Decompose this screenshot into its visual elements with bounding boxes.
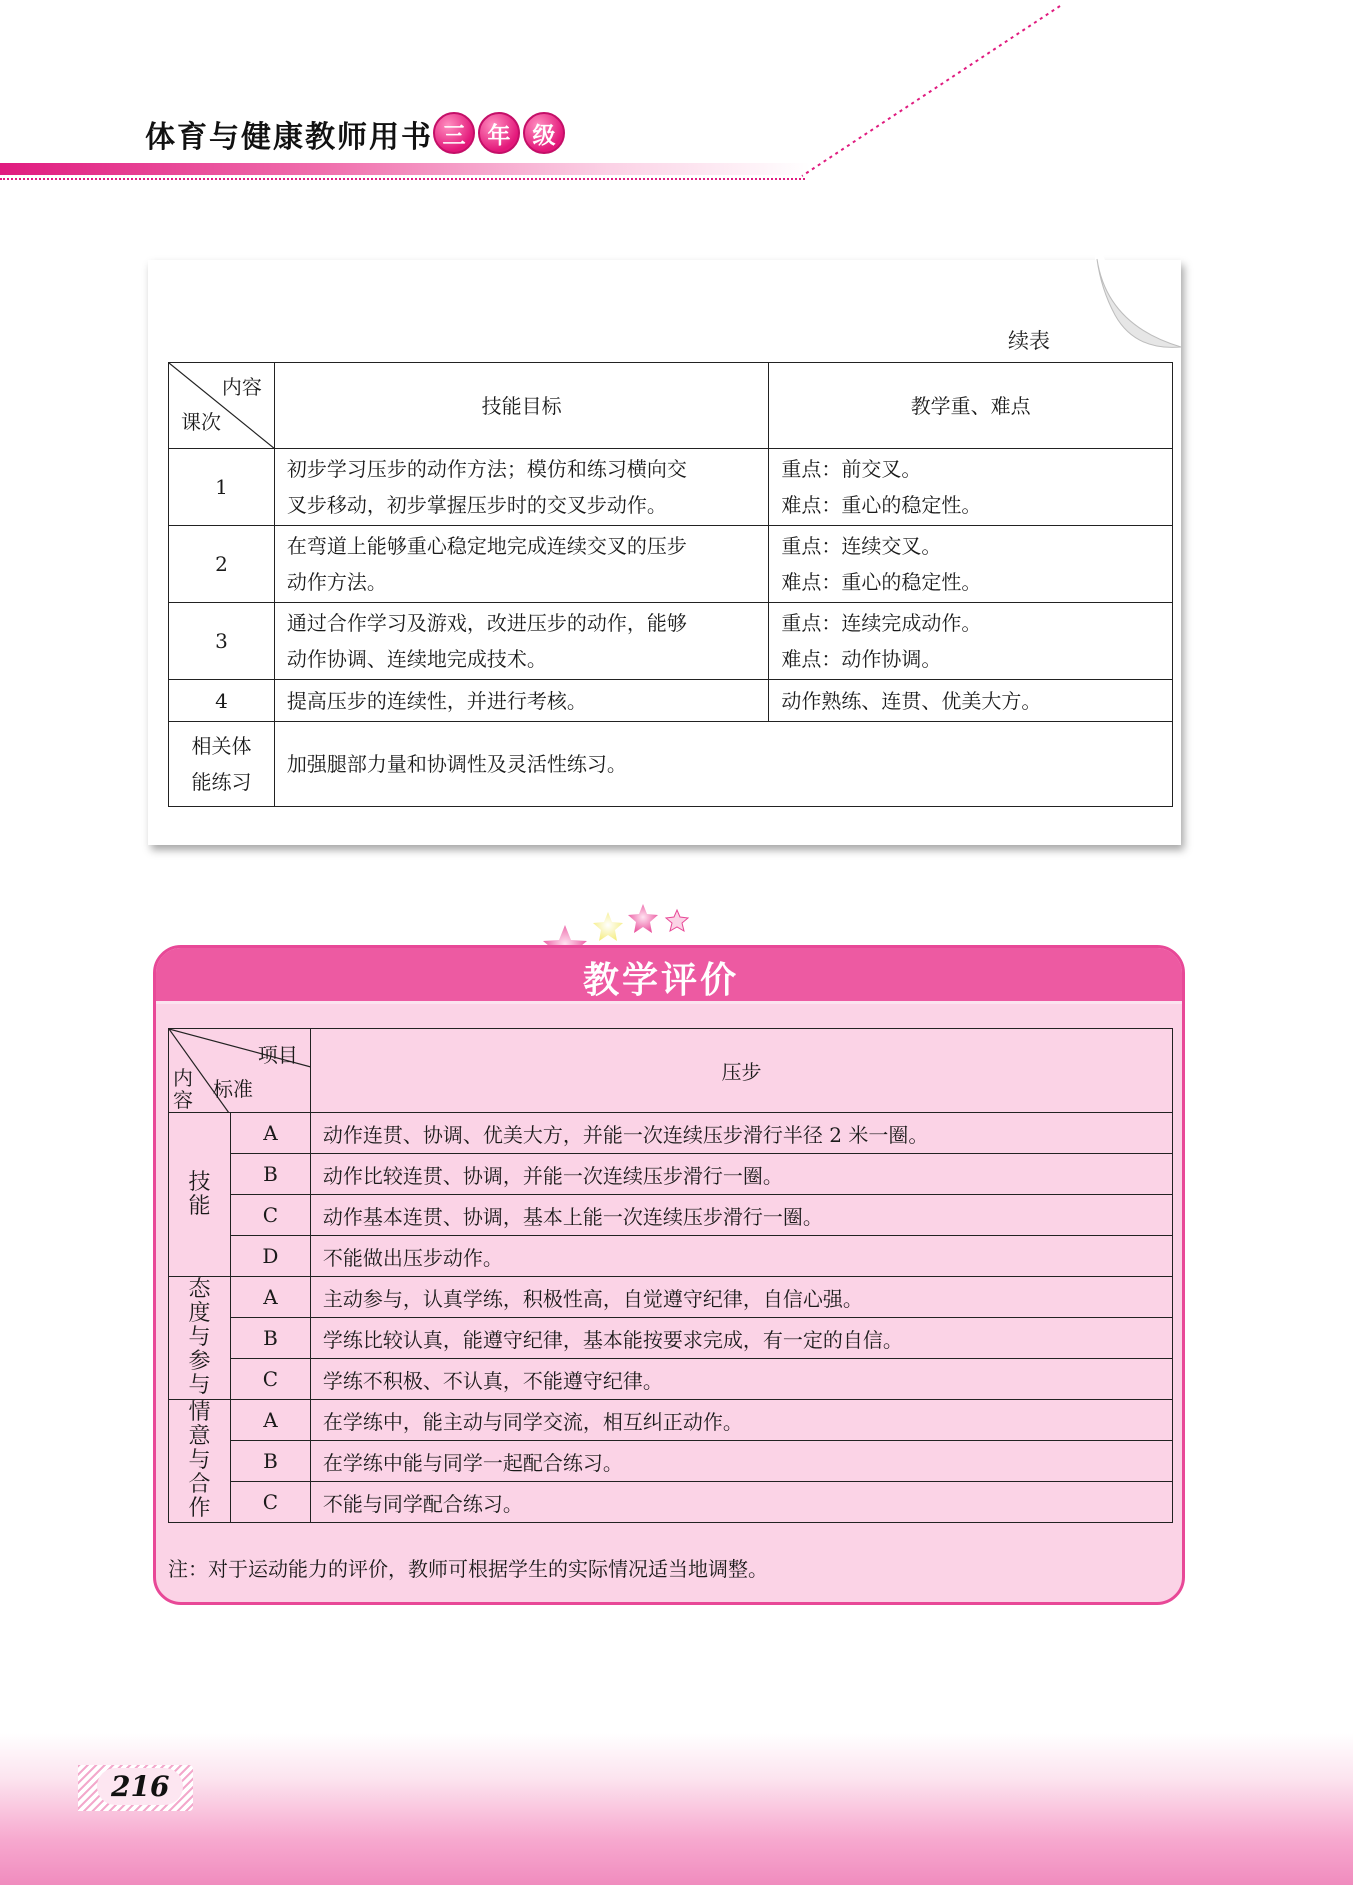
skill-goal-cell xyxy=(274,603,768,680)
focus-line: 难点：重心的稳定性。 xyxy=(781,493,982,517)
focus-cell xyxy=(769,603,1173,680)
criteria-cell: 学练比较认真，能遵守纪律，基本能按要求完成，有一定的自信。 xyxy=(310,1318,1172,1359)
group-label-skill xyxy=(169,1113,231,1277)
table-header-row xyxy=(169,363,1173,449)
column-header-focus: 教学重、难点 xyxy=(769,363,1173,449)
grade-badges xyxy=(433,112,565,154)
table-row xyxy=(169,722,1173,807)
table-row xyxy=(169,1482,1173,1523)
grade-cell: A xyxy=(230,1400,310,1441)
header-dotted-line xyxy=(0,178,805,180)
table-row xyxy=(169,1195,1173,1236)
criteria-cell: 在学练中能与同学一起配合练习。 xyxy=(310,1441,1172,1482)
criteria-cell: 主动参与，认真学练，积极性高，自觉遵守纪律，自信心强。 xyxy=(310,1277,1172,1318)
focus-cell xyxy=(769,526,1173,603)
group-label-text: 情意与合作 xyxy=(188,1400,211,1521)
column-header-main: 压步 xyxy=(310,1029,1172,1113)
group-label-text: 态度与参与 xyxy=(188,1277,211,1398)
star-yellow-icon xyxy=(593,912,623,941)
table-row xyxy=(169,1277,1173,1318)
related-label-line: 相关体 xyxy=(191,734,252,758)
corner-top-label: 内容 xyxy=(221,375,262,399)
page-curl-icon xyxy=(1095,255,1185,355)
grade-cell: A xyxy=(230,1277,310,1318)
focus-line: 重点：连续完成动作。 xyxy=(781,611,982,635)
grade-cell: C xyxy=(230,1195,310,1236)
lesson-number: 2 xyxy=(169,526,275,603)
header-diagonal-dots xyxy=(790,0,1070,182)
skill-goal-line: 叉步移动，初步掌握压步时的交叉步动作。 xyxy=(286,493,667,517)
criteria-cell: 不能做出压步动作。 xyxy=(310,1236,1172,1277)
skill-goal-line: 初步学习压步的动作方法；模仿和练习横向交 xyxy=(286,457,687,481)
skill-goal-line: 动作协调、连续地完成技术。 xyxy=(286,647,547,671)
table-row xyxy=(169,1400,1173,1441)
group-label-text: 技能 xyxy=(188,1169,211,1219)
corner-header-cell xyxy=(169,1029,311,1113)
evaluation-table xyxy=(168,1028,1173,1523)
criteria-cell: 动作比较连贯、协调，并能一次连续压步滑行一圈。 xyxy=(310,1154,1172,1195)
corner-item-label: 项目 xyxy=(257,1043,298,1067)
grade-badge-1: 三 xyxy=(433,112,475,154)
skill-goal-line: 动作方法。 xyxy=(286,570,387,594)
lesson-goals-table xyxy=(168,362,1173,807)
column-header-skill: 技能目标 xyxy=(274,363,768,449)
lesson-number: 4 xyxy=(169,680,275,722)
evaluation-note: 注：对于运动能力的评价，教师可根据学生的实际情况适当地调整。 xyxy=(168,1557,768,1581)
corner-standard-label: 标准 xyxy=(213,1077,253,1101)
grade-cell: B xyxy=(230,1154,310,1195)
grade-cell: D xyxy=(230,1236,310,1277)
table-header-row xyxy=(169,1029,1173,1113)
corner-content-label: 内容 xyxy=(173,1066,193,1112)
focus-line: 难点：动作协调。 xyxy=(781,647,942,671)
table-row xyxy=(169,1236,1173,1277)
skill-goal-cell xyxy=(274,449,768,526)
grade-cell: B xyxy=(230,1441,310,1482)
table-row xyxy=(169,1359,1173,1400)
table-row xyxy=(169,603,1173,680)
group-label-attitude xyxy=(169,1277,231,1400)
table-row xyxy=(169,1113,1173,1154)
header-rule xyxy=(0,163,810,175)
related-label-cell xyxy=(169,722,275,807)
table-row xyxy=(169,526,1173,603)
criteria-cell: 不能与同学配合练习。 xyxy=(310,1482,1172,1523)
lesson-number: 3 xyxy=(169,603,275,680)
focus-line: 重点：前交叉。 xyxy=(781,457,922,481)
criteria-cell: 在学练中，能主动与同学交流，相互纠正动作。 xyxy=(310,1400,1172,1441)
skill-goal-line: 在弯道上能够重心稳定地完成连续交叉的压步 xyxy=(286,534,687,558)
grade-cell: C xyxy=(230,1482,310,1523)
group-label-cooperation xyxy=(169,1400,231,1523)
corner-header-cell xyxy=(169,363,275,449)
focus-cell xyxy=(769,449,1173,526)
table-row xyxy=(169,1441,1173,1482)
criteria-cell: 动作基本连贯、协调，基本上能一次连续压步滑行一圈。 xyxy=(310,1195,1172,1236)
criteria-cell: 动作连贯、协调、优美大方，并能一次连续压步滑行半径 2 米一圈。 xyxy=(310,1113,1172,1154)
table-row xyxy=(169,449,1173,526)
skill-goal-cell: 提高压步的连续性，并进行考核。 xyxy=(274,680,768,722)
focus-line: 难点：重心的稳定性。 xyxy=(781,570,982,594)
grade-badge-2: 年 xyxy=(478,112,520,154)
book-title: 体育与健康教师用书 xyxy=(145,120,433,155)
evaluation-title: 教学评价 xyxy=(583,960,740,1001)
criteria-cell: 学练不积极、不认真，不能遵守纪律。 xyxy=(310,1359,1172,1400)
footer-band xyxy=(0,1733,1353,1885)
grade-cell: C xyxy=(230,1359,310,1400)
table-row xyxy=(169,680,1173,722)
focus-line: 重点：连续交叉。 xyxy=(781,534,942,558)
table-row xyxy=(169,1154,1173,1195)
table-row xyxy=(169,1318,1173,1359)
grade-badge-3: 级 xyxy=(523,112,565,154)
focus-cell: 动作熟练、连贯、优美大方。 xyxy=(769,680,1173,722)
related-text-cell: 加强腿部力量和协调性及灵活性练习。 xyxy=(274,722,1172,807)
lesson-number: 1 xyxy=(169,449,275,526)
skill-goal-cell xyxy=(274,526,768,603)
related-label-line: 能练习 xyxy=(191,770,252,794)
star-small-icon xyxy=(666,910,688,931)
continued-label: 续表 xyxy=(1008,329,1050,353)
corner-bottom-label: 课次 xyxy=(181,410,221,434)
skill-goal-line: 通过合作学习及游戏，改进压步的动作，能够 xyxy=(286,611,687,635)
star-pink-icon xyxy=(628,904,658,933)
page-number: 216 xyxy=(97,1768,183,1805)
grade-cell: A xyxy=(230,1113,310,1154)
grade-cell: B xyxy=(230,1318,310,1359)
